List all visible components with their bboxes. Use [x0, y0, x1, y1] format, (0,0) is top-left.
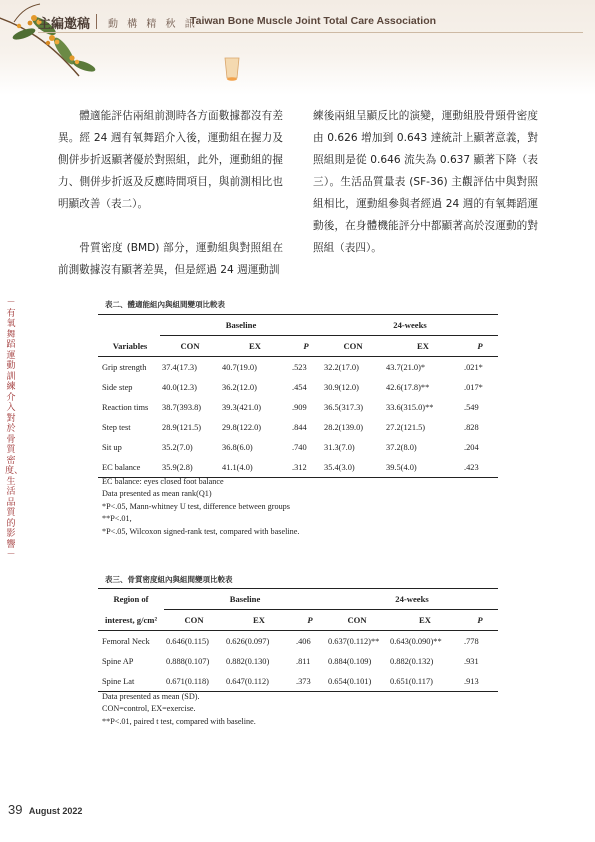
- table-row: [98, 457, 498, 478]
- cell: .913: [462, 671, 498, 692]
- col-ex: EX: [253, 615, 265, 625]
- row-label: Femoral Neck: [98, 631, 164, 652]
- cell: 0.671(0.118): [164, 671, 224, 692]
- cell: 41.1(4.0): [220, 457, 290, 478]
- paragraph: 體適能評估兩組前測時各方面數據都沒有差異。經 24 週有氧舞蹈介入後，運動組在握力及側併步折返顯著優於對照組，此外，運動組的握力、側併步折返及反應時間項目，與前測相比也明顯改善（表二）。: [58, 110, 283, 210]
- cell: .549: [464, 402, 479, 412]
- cell: .844: [292, 422, 307, 432]
- table-note: Data presented as mean (SD).: [102, 692, 200, 701]
- col-con: CON: [343, 341, 363, 351]
- table2-notes: [102, 476, 299, 538]
- cell: 28.2(139.0): [324, 422, 364, 432]
- cell: 28.9(121.5): [162, 422, 202, 432]
- col-ex: EX: [249, 341, 261, 351]
- col-ex: EX: [417, 341, 429, 351]
- cell: .423: [462, 457, 498, 478]
- cell: .373: [294, 671, 326, 692]
- paragraph: 骨質密度 (BMD) 部分，運動組與對照組在前測數據沒有顯著差異，但是經過 24 週運動訓: [58, 242, 283, 276]
- sky-lantern-icon: [222, 56, 242, 82]
- cell: 37.2(8.0): [386, 442, 417, 452]
- cell: .021*: [462, 357, 498, 378]
- col-ex: EX: [419, 615, 431, 625]
- table-note: EC balance: eyes closed foot balance: [102, 477, 224, 486]
- paragraph: 練後兩組呈顯反比的演變，運動組股骨頸骨密度由 0.626 增加到 0.643 達統計上顯著意義，對照組則是從 0.646 流失為 0.637 顯著下降（表三）。生活品質量表 (SF-36) 主觀評估中與對照組相比，運動組參與者經過 24 週的有氧舞蹈運動後，在身體機能評分中都顯著高於沒運動的對照組（表四）。: [313, 110, 538, 254]
- table3-caption: 表三、骨質密度組內與組間變項比較表: [105, 575, 233, 584]
- group-header-24weeks: 24-weeks: [322, 315, 498, 336]
- publication-name: 動 構 精 秋 訊: [108, 19, 198, 30]
- table-header-row: [98, 589, 498, 610]
- col-p: P: [307, 615, 313, 625]
- cell: .454: [292, 382, 307, 392]
- table-note: **P<.01, paired t test, compared with baseline.: [102, 716, 256, 726]
- cell: .811: [296, 656, 311, 666]
- table-note: Data presented as mean rank(Q1): [102, 489, 212, 499]
- row-label: Spine AP: [102, 656, 134, 666]
- cell: 42.6(17.8)**: [386, 382, 430, 392]
- row-label: Step test: [102, 422, 131, 432]
- table-row: [98, 397, 498, 417]
- cell: 39.3(421.0): [222, 402, 262, 412]
- section-tag: 主編邀稿: [38, 17, 91, 32]
- col-con: CON: [184, 615, 204, 625]
- row-label: Reaction tims: [102, 402, 149, 412]
- cell: 33.6(315.0)**: [386, 402, 434, 412]
- table-header-row: [98, 610, 498, 631]
- header-divider: [96, 14, 97, 29]
- cell: 0.888(0.107): [166, 656, 210, 666]
- col-p: P: [303, 341, 309, 351]
- cell: 0.651(0.117): [388, 671, 462, 692]
- right-column: [313, 105, 538, 259]
- cell: .828: [464, 422, 479, 432]
- page-footer: [8, 801, 82, 819]
- row-label: Side step: [102, 382, 133, 392]
- table-row: [98, 377, 498, 397]
- col-region: Region of: [98, 589, 164, 610]
- col-region-unit: interest, g/cm²: [104, 614, 158, 625]
- cell: 38.7(393.8): [162, 402, 202, 412]
- table3-notes: [102, 691, 256, 728]
- cell: 0.882(0.130): [226, 656, 270, 666]
- cell: 0.646(0.115): [164, 631, 224, 652]
- table-row: [98, 671, 498, 692]
- table-row: [98, 357, 498, 378]
- cell: 0.647(0.112): [224, 671, 294, 692]
- cell: .909: [292, 402, 307, 412]
- row-label: EC balance: [98, 457, 160, 478]
- table-header-row: [98, 336, 498, 357]
- cell: 40.7(19.0): [220, 357, 290, 378]
- table-note: CON=control, EX=exercise.: [102, 704, 196, 714]
- cell: 35.9(2.8): [160, 457, 220, 478]
- cell: 36.8(6.0): [222, 442, 253, 452]
- col-variables: Variables: [112, 340, 148, 351]
- cell: 35.4(3.0): [322, 457, 384, 478]
- cell: .204: [464, 442, 479, 452]
- table-note: *P<.05, Mann-whitney U test, difference between groups: [102, 501, 290, 511]
- cell: 39.5(4.0): [384, 457, 462, 478]
- row-label: Sit up: [102, 442, 122, 452]
- cell: 30.9(12.0): [324, 382, 359, 392]
- table2-caption: 表二、體適能組內與組間變項比較表: [105, 300, 225, 309]
- cell: 36.2(12.0): [222, 382, 257, 392]
- col-con: CON: [347, 615, 367, 625]
- cell: 35.2(7.0): [162, 442, 193, 452]
- cell: 0.643(0.090)**: [388, 631, 462, 652]
- header-rule: [38, 32, 583, 33]
- cell: 0.654(0.101): [326, 671, 388, 692]
- table-header-row: [98, 315, 498, 336]
- cell: 37.4(17.3): [160, 357, 220, 378]
- cell: 31.3(7.0): [324, 442, 355, 452]
- cell: 0.637(0.112)**: [326, 631, 388, 652]
- cell: 36.5(317.3): [324, 402, 364, 412]
- table-row: [98, 651, 498, 671]
- cell: .931: [464, 656, 479, 666]
- row-label: Grip strength: [98, 357, 160, 378]
- table2: [98, 314, 498, 478]
- table-row: [98, 631, 498, 652]
- cell: 40.0(12.3): [162, 382, 197, 392]
- cell: 29.8(122.0): [222, 422, 262, 432]
- cell: 43.7(21.0)*: [384, 357, 462, 378]
- cell: .017*: [464, 382, 483, 392]
- table-row: [98, 417, 498, 437]
- side-article-title: －有氧舞蹈運動訓練介入對於骨質密度、生活品質的影響－: [5, 298, 24, 560]
- group-header-baseline: Baseline: [164, 589, 326, 610]
- cell: .778: [462, 631, 498, 652]
- group-header-baseline: Baseline: [160, 315, 322, 336]
- cell: .740: [292, 442, 307, 452]
- table3: [98, 588, 498, 692]
- table-note: *P<.05, Wilcoxon signed-rank test, compared with baseline.: [102, 526, 300, 536]
- cell: 27.2(121.5): [386, 422, 426, 432]
- col-p: P: [477, 341, 483, 351]
- cell: 0.626(0.097): [224, 631, 294, 652]
- col-con: CON: [180, 341, 200, 351]
- cell: 32.2(17.0): [322, 357, 384, 378]
- cell: .312: [290, 457, 322, 478]
- cell: 0.884(0.109): [328, 656, 372, 666]
- cell: 0.882(0.132): [390, 656, 434, 666]
- cell: .406: [294, 631, 326, 652]
- row-label: Spine Lat: [98, 671, 164, 692]
- cell: .523: [290, 357, 322, 378]
- left-column: [58, 105, 283, 281]
- col-p: P: [477, 615, 483, 625]
- association-name: Taiwan Bone Muscle Joint Total Care Association: [190, 15, 437, 27]
- group-header-24weeks: 24-weeks: [326, 589, 498, 610]
- page-number: 39: [8, 802, 23, 817]
- table-note: **P<.01,: [102, 514, 132, 524]
- issue-date: August 2022: [28, 806, 83, 816]
- table-row: [98, 437, 498, 457]
